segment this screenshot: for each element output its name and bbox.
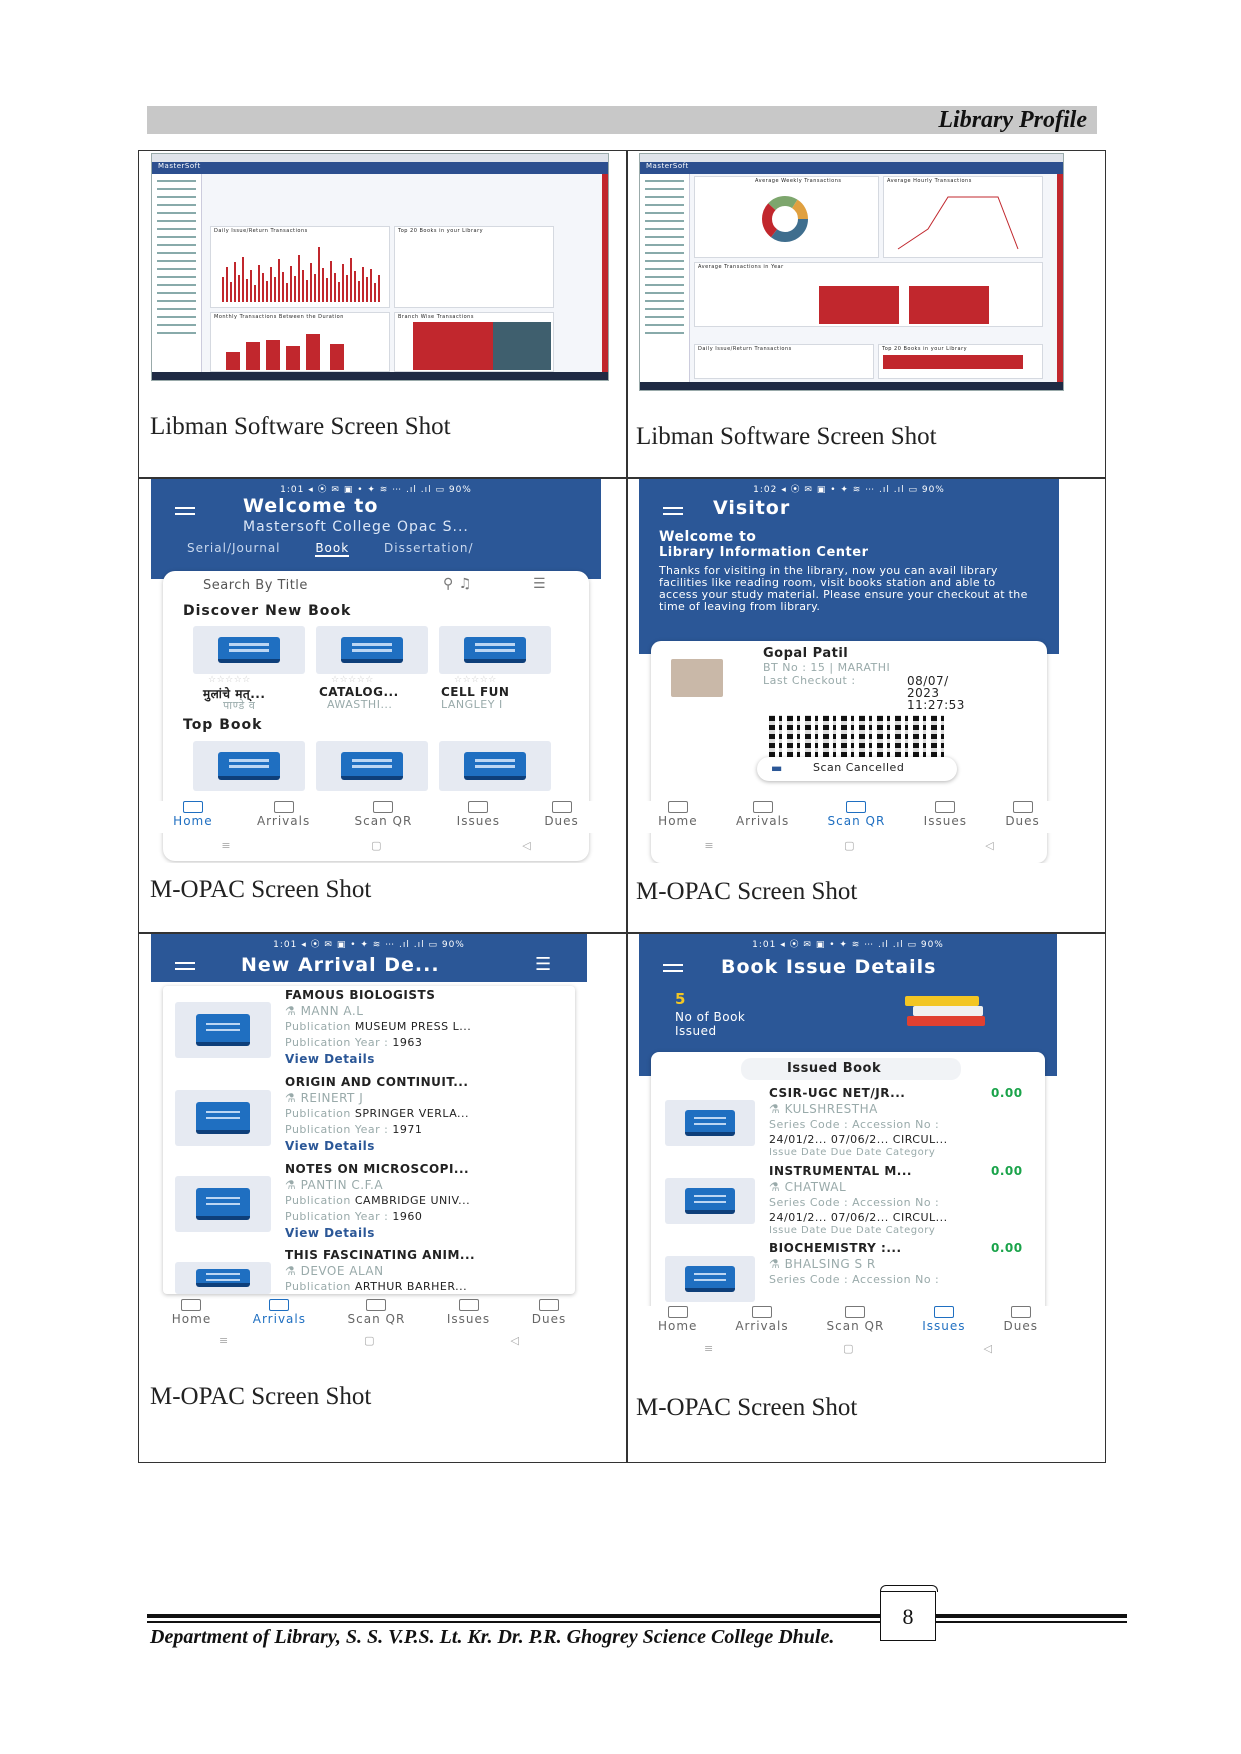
search-icon[interactable]: ⚲ ♫	[443, 576, 472, 592]
mopac-visitor-screenshot	[639, 479, 1059, 863]
books-stack-icon	[901, 992, 991, 1032]
nav-arrivals[interactable]: Arrivals	[736, 801, 789, 833]
arrival-year: Publication Year : 1971	[285, 1123, 423, 1136]
page-number: 8	[880, 1591, 936, 1641]
arrival-year: Publication Year : 1963	[285, 1036, 423, 1049]
libman-screenshot-1	[151, 153, 609, 381]
yearly-transactions-panel: Average Transactions in Year	[694, 262, 1043, 327]
app-subtitle: Mastersoft College Opac S...	[243, 519, 469, 535]
books-icon	[459, 1299, 479, 1311]
qr-icon	[366, 1299, 386, 1311]
visitor-message: Thanks for visiting in the library, now you can avail library facilities like reading room, visit books station and able to access your study material. Please ensure your checkout at the time of leaving from library.	[659, 564, 1028, 613]
arrival-publication: Publication CAMBRIDGE UNIV...	[285, 1194, 471, 1207]
bottom-nav	[639, 801, 1059, 833]
app-header: 1:02 ◂ ⦿ ✉ ▣ • ✦ ≋ ⋯ .ıl .ıl ▭ 90% Visitor Welcome to Library Information Center Thanks for visiting in the library, now you can avail library facilities like reading room, visit books station and able to access your study material. Please ensure your checkout at the time of leaving from library.	[639, 479, 1059, 654]
toast	[757, 757, 957, 781]
footer-rule	[147, 1614, 1127, 1623]
nav-dues[interactable]: Dues	[1005, 801, 1039, 833]
book-author: AWASTHI...	[327, 698, 393, 711]
mopac-home-screenshot	[151, 479, 601, 863]
app-header: 1:01 ◂ ⦿ ✉ ▣ • ✦ ≋ ⋯ .ıl .ıl ▭ 90% Book Issue Details 5 No of Book Issued	[639, 934, 1057, 1076]
bottom-nav	[639, 1306, 1057, 1338]
arrival-publication: Publication MUSEUM PRESS L...	[285, 1020, 472, 1033]
page-title: Library Profile	[938, 107, 1087, 133]
arrival-publication: Publication ARTHUR BARHER...	[285, 1280, 468, 1293]
qr-code	[769, 715, 945, 761]
caption: Libman Software Screen Shot	[150, 413, 451, 440]
welcome-line: Welcome to	[659, 529, 757, 545]
recents-icon[interactable]: ≡	[221, 839, 231, 852]
arrival-author: ⚗ DEVOE ALAN	[285, 1264, 384, 1278]
weekly-transactions-panel: Average Weekly Transactions	[694, 176, 879, 258]
tab-book[interactable]: Book	[315, 541, 350, 555]
search-input[interactable]: Search By Title	[203, 578, 308, 593]
menu-icon[interactable]	[175, 507, 195, 519]
book-cover[interactable]	[316, 741, 428, 791]
column-divider	[626, 151, 628, 1462]
nav-home[interactable]: Home	[658, 1306, 697, 1338]
book-cover[interactable]	[175, 1262, 271, 1294]
brand-label: MasterSoft	[646, 162, 689, 170]
avatar	[671, 659, 723, 697]
monthly-transactions-chart	[212, 322, 390, 372]
arrival-title: NOTES ON MICROSCOPI...	[285, 1162, 470, 1176]
books-icon	[468, 801, 488, 813]
menu-icon[interactable]	[175, 962, 195, 974]
issued-title: INSTRUMENTAL M...	[769, 1164, 912, 1178]
bt-number: BT No : 15 | MARATHI	[763, 661, 891, 674]
book-author: LANGLEY I	[441, 698, 503, 711]
section-pill	[741, 1058, 961, 1080]
book-cover[interactable]	[175, 1002, 271, 1058]
tab-dissertation[interactable]: Dissertation/	[384, 541, 474, 555]
home-button-icon[interactable]: ▢	[843, 1342, 854, 1355]
qr-icon	[846, 801, 866, 813]
nav-scan-qr[interactable]: Scan QR	[348, 1299, 406, 1331]
app-header: 1:01 ◂ ⦿ ✉ ▣ • ✦ ≋ ⋯ .ıl .ıl ▭ 90% New Arrival De... ☰	[151, 934, 587, 982]
arrivals-icon	[269, 1299, 289, 1311]
nav-scan-qr[interactable]: Scan QR	[355, 801, 413, 833]
book-cover[interactable]	[665, 1100, 755, 1146]
menu-icon[interactable]	[663, 964, 683, 976]
arrival-title: ORIGIN AND CONTINUIT...	[285, 1075, 469, 1089]
issued-count-label: No of Book	[675, 1010, 746, 1024]
welcome-center: Library Information Center	[659, 545, 869, 560]
menu-icon[interactable]	[663, 507, 683, 519]
book-cover[interactable]	[193, 626, 305, 674]
issued-title: CSIR-UGC NET/JR...	[769, 1086, 906, 1100]
book-author: पाण्डे व	[223, 699, 256, 712]
caption: M-OPAC Screen Shot	[636, 1394, 858, 1421]
issued-labels: Issue Date Due Date Category	[769, 1225, 936, 1236]
home-button-icon[interactable]: ▢	[844, 839, 855, 852]
hourly-transactions-panel: Average Hourly Transactions	[883, 176, 1043, 258]
nav-dues[interactable]: Dues	[532, 1299, 566, 1331]
nav-issues[interactable]: Issues	[922, 1306, 965, 1338]
issued-codes: Series Code : Accession No :	[769, 1273, 940, 1286]
book-cover[interactable]	[175, 1090, 271, 1146]
home-icon	[668, 801, 688, 813]
dues-icon	[1013, 801, 1033, 813]
home-icon	[181, 1299, 201, 1311]
home-icon	[183, 801, 203, 813]
visitor-title: Visitor	[713, 497, 791, 519]
nav-home[interactable]: Home	[173, 801, 212, 833]
nav-arrivals[interactable]: Arrivals	[253, 1299, 306, 1331]
rating-stars-icon: ☆☆☆☆☆	[454, 675, 497, 685]
issued-values: 24/01/2... 07/06/2... CIRCUL...	[769, 1211, 948, 1224]
issued-books-card	[651, 1052, 1045, 1330]
top-book-heading: Top Book	[183, 717, 263, 733]
toast-text: Scan Cancelled	[813, 761, 905, 774]
rating-stars-icon: ☆☆☆☆☆	[331, 675, 374, 685]
nav-arrivals[interactable]: Arrivals	[257, 801, 310, 833]
system-nav	[151, 1334, 587, 1347]
recents-icon[interactable]: ≡	[703, 1342, 714, 1355]
nav-issues[interactable]: Issues	[924, 801, 967, 833]
filter-icon[interactable]: ☰	[533, 576, 547, 592]
arrival-author: ⚗ MANN A.L	[285, 1004, 364, 1018]
top-books-panel: Top 20 Books in your Library	[878, 344, 1043, 379]
book-cover[interactable]	[665, 1256, 755, 1302]
book-cover[interactable]	[193, 741, 305, 791]
book-title: CATALOG...	[319, 685, 399, 699]
caption: M-OPAC Screen Shot	[636, 878, 858, 905]
nav-home[interactable]: Home	[172, 1299, 211, 1331]
bottom-nav	[151, 1299, 587, 1331]
system-nav	[151, 839, 601, 852]
book-title: मुलांचे मत्...	[203, 687, 266, 701]
weekly-donut-chart	[755, 189, 815, 249]
system-nav	[639, 1342, 1057, 1355]
daily-transactions-chart	[212, 237, 390, 307]
view-details-link[interactable]: View Details	[285, 1226, 375, 1240]
dues-icon	[1011, 1306, 1031, 1318]
nav-issues[interactable]: Issues	[447, 1299, 490, 1331]
back-icon[interactable]: ◁	[985, 839, 994, 852]
visitor-name: Gopal Patil	[763, 646, 849, 661]
arrival-year: Publication Year : 1960	[285, 1210, 423, 1223]
issued-fine: 0.00	[991, 1086, 1023, 1100]
system-nav	[639, 839, 1059, 852]
book-cover[interactable]	[316, 626, 428, 674]
hourly-line-chart	[888, 189, 1038, 254]
arrival-title: THIS FASCINATING ANIM...	[285, 1248, 476, 1262]
screenshot-table	[138, 150, 1106, 1463]
toast-icon: ▬	[771, 761, 783, 775]
section-label: Issued Book	[787, 1061, 882, 1076]
checkout-label: Last Checkout :	[763, 674, 856, 687]
brand-label: MasterSoft	[158, 162, 201, 170]
nav-dues[interactable]: Dues	[1003, 1306, 1037, 1338]
checkout-date: 08/07/	[907, 674, 949, 688]
book-cover[interactable]	[175, 1176, 271, 1232]
issued-count: 5	[675, 990, 686, 1008]
book-cover[interactable]	[665, 1178, 755, 1224]
app-header: 1:01 ◂ ⦿ ✉ ▣ • ✦ ≋ ⋯ .ıl .ıl ▭ 90% Welcome to Mastersoft College Opac S... Serial/Journal Book Dissertation/	[151, 479, 601, 579]
qr-icon	[373, 801, 393, 813]
issued-count-label: Issued	[675, 1024, 717, 1038]
discover-heading: Discover New Book	[183, 603, 352, 619]
bottom-nav	[151, 801, 601, 833]
book-title: CELL FUN	[441, 685, 510, 699]
view-details-link[interactable]: View Details	[285, 1139, 375, 1153]
home-button-icon[interactable]: ▢	[364, 1334, 375, 1347]
back-icon[interactable]: ◁	[522, 839, 531, 852]
header-bar	[147, 106, 1097, 134]
mopac-arrivals-screenshot	[151, 934, 587, 1354]
arrival-publication: Publication SPRINGER VERLA...	[285, 1107, 470, 1120]
issued-author: ⚗ BHALSING S R	[769, 1257, 876, 1271]
arrivals-icon	[274, 801, 294, 813]
arrivals-list	[163, 986, 575, 1294]
nav-arrivals[interactable]: Arrivals	[735, 1306, 788, 1338]
arrival-author: ⚗ REINERT J	[285, 1091, 364, 1105]
daily-transactions-panel: Daily Issue/Return Transactions	[210, 226, 390, 308]
caption: M-OPAC Screen Shot	[150, 1383, 372, 1410]
tab-bar	[187, 541, 504, 557]
view-details-link[interactable]: View Details	[285, 1052, 375, 1066]
tab-serial-journal[interactable]: Serial/Journal	[187, 541, 281, 555]
issued-fine: 0.00	[991, 1241, 1023, 1255]
recents-icon[interactable]: ≡	[218, 1334, 229, 1347]
nav-scan-qr[interactable]: Scan QR	[828, 801, 886, 833]
top-books-panel: Top 20 Books in your Library	[394, 226, 554, 308]
books-icon	[934, 1306, 954, 1318]
arrival-title: FAMOUS BIOLOGISTS	[285, 988, 436, 1002]
arrivals-title: New Arrival De...	[241, 954, 440, 976]
daily-transactions-panel: Daily Issue/Return Transactions	[694, 344, 874, 379]
filter-icon[interactable]: ☰	[535, 954, 552, 975]
rating-stars-icon: ☆☆☆☆☆	[208, 675, 251, 685]
nav-scan-qr[interactable]: Scan QR	[827, 1306, 885, 1338]
dues-icon	[539, 1299, 559, 1311]
nav-dues[interactable]: Dues	[544, 801, 578, 833]
issued-author: ⚗ KULSHRESTHA	[769, 1102, 878, 1116]
issued-fine: 0.00	[991, 1164, 1023, 1178]
arrival-author: ⚗ PANTIN C.F.A	[285, 1178, 384, 1192]
nav-issues[interactable]: Issues	[457, 801, 500, 833]
book-cover[interactable]	[439, 741, 551, 791]
branch-wise-panel: Branch Wise Transactions	[394, 312, 554, 372]
qr-icon	[845, 1306, 865, 1318]
monthly-transactions-panel: Monthly Transactions Between the Duration	[210, 312, 390, 372]
checkout-time: 11:27:53	[907, 698, 965, 712]
libman-screenshot-2	[639, 153, 1064, 391]
book-cover[interactable]	[439, 626, 551, 674]
issued-values: 24/01/2... 07/06/2... CIRCUL...	[769, 1133, 948, 1146]
footer-text: Department of Library, S. S. V.P.S. Lt. Kr. Dr. P.R. Ghogrey Science College Dhule.	[150, 1626, 835, 1648]
nav-home[interactable]: Home	[658, 801, 697, 833]
books-icon	[935, 801, 955, 813]
checkout-year: 2023	[907, 686, 940, 700]
issued-codes: Series Code : Accession No :	[769, 1118, 940, 1131]
yearly-bar-chart	[699, 271, 1039, 326]
arrivals-icon	[752, 1306, 772, 1318]
issued-title: BIOCHEMISTRY :...	[769, 1241, 902, 1255]
arrivals-icon	[753, 801, 773, 813]
issued-labels: Issue Date Due Date Category	[769, 1147, 936, 1158]
caption: Libman Software Screen Shot	[636, 423, 937, 450]
recents-icon[interactable]: ≡	[704, 839, 714, 852]
back-icon[interactable]: ◁	[983, 1342, 993, 1355]
home-button-icon[interactable]: ▢	[371, 839, 382, 852]
back-icon[interactable]: ◁	[510, 1334, 520, 1347]
caption: M-OPAC Screen Shot	[150, 876, 372, 903]
issues-title: Book Issue Details	[721, 956, 937, 978]
home-icon	[668, 1306, 688, 1318]
issued-codes: Series Code : Accession No :	[769, 1196, 940, 1209]
welcome-title: Welcome to	[243, 495, 379, 517]
mopac-issues-screenshot	[639, 934, 1057, 1364]
issued-author: ⚗ CHATWAL	[769, 1180, 847, 1194]
dues-icon	[552, 801, 572, 813]
